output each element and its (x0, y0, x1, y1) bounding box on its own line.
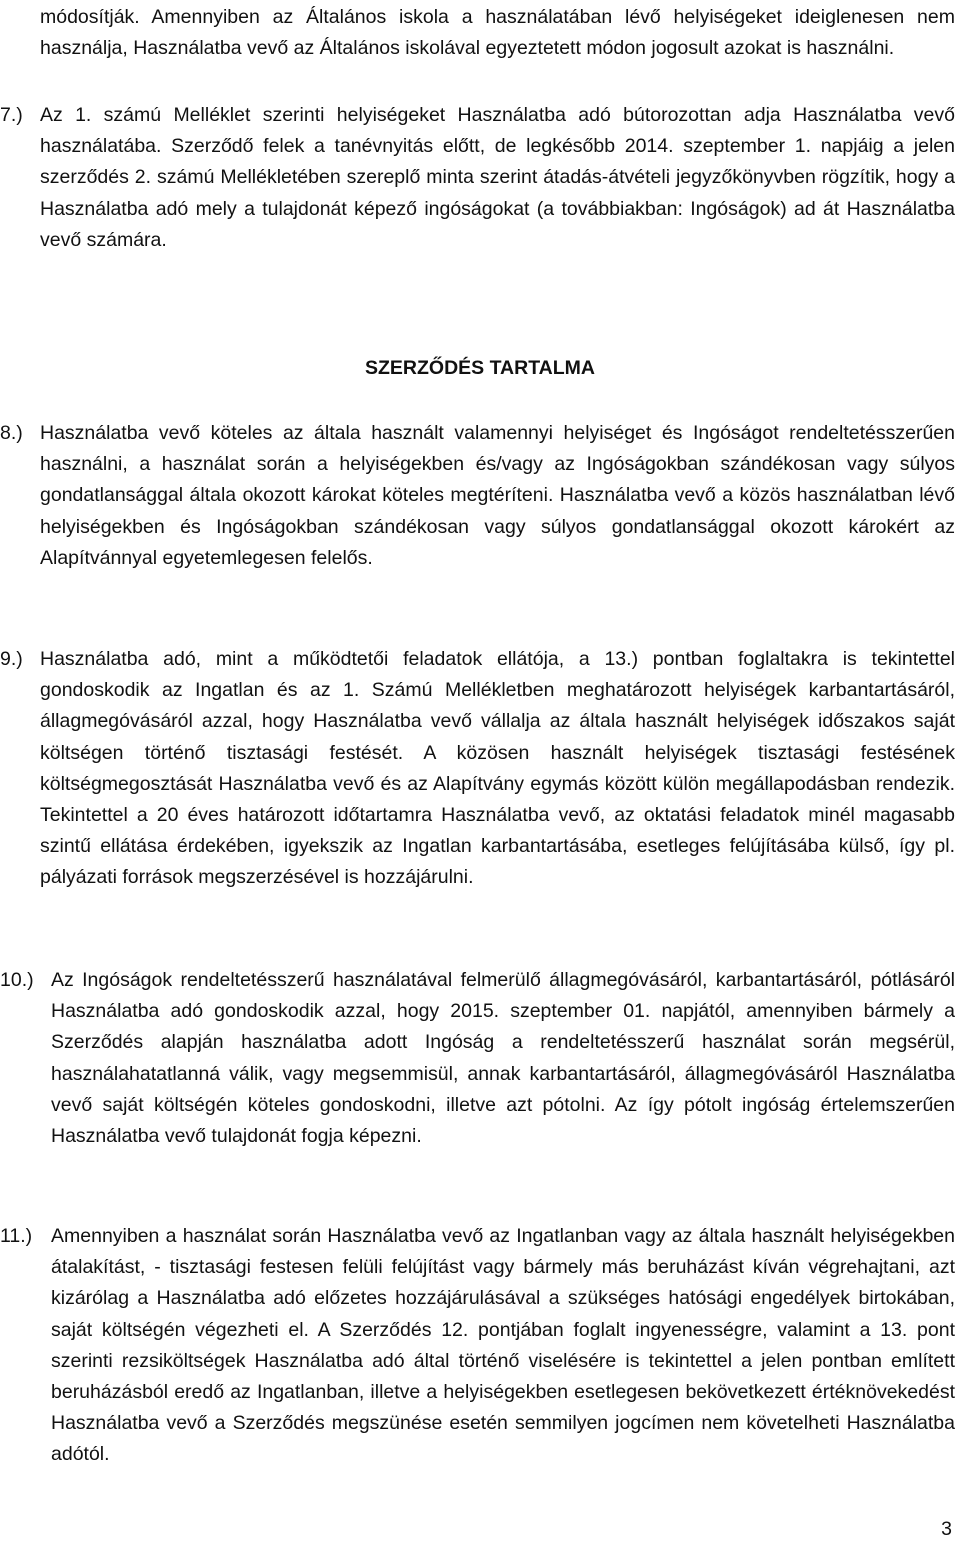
intro-paragraph: módosítják. Amennyiben az Általános iskola a használatában lévő helyiségeket ideiglenesen nem használja, Használatba vevő az Általános iskolával egyeztetett módon jogosult azokat is használni. (40, 6, 955, 60)
page-number: 3 (941, 1518, 952, 1540)
clause-text: Amennyiben a használat során Használatba vevő az Ingatlanban vagy az általa használt helyiségekben átalakítást, - tisztasági festesen felüli felújítást vagy bármely más beruházást kíván végrehajtani, azt kizárólag a Használatba adó előzetes hozzájárulásával a szükséges hatósági engedélyek birtokában, saját költségén végezheti el. A Szerződés 12. pontjában foglalt ingyenességre, valamint a 13. pont szerinti rezsiköltségek Használatba adó által történő viselésére is tekintettel a jelen pontban említett beruházásból eredő az Ingatlanban, illetve a helyiségekben esetlegesen bekövetkezett értéknövekedést Használatba vevő a Szerződés megszünése esetén semmilyen jogcímen nem követelheti Használatba adótól. (51, 1225, 955, 1466)
clause-text: Használatba adó, mint a működtetői feladatok ellátója, a 13.) pontban foglaltakra is tekintettel gondoskodik az Ingatlan és az 1. Számú Mellékletben meghatározott helyiségek karbantartásáról, állagmegóvásáról azzal, hogy Használatba vevő vállalja az általa használt helyiségek időszakos saját költségen történő tisztasági festését. A közösen használt helyiségek tisztasági festésének költségmegosztását Használatba vevő és az Alapítvány egymás között külön megállapodásban rendezik. Tekintettel a 20 éves határozott időtartamra Használatba vevő, az oktatási feladatok minél magasabb szintű ellátása érdekében, igyekszik az Ingatlan karbantartásába, esetleges felújításába külső, így pl. pályázati források megszerzésével is hozzájárulni. (40, 648, 955, 889)
clause-8 (0, 418, 955, 574)
clause-text: Az 1. számú Melléklet szerinti helyiségeket Használatba adó bútorozottan adja Használatba vevő használatába. Szerződő felek a tanévnyitás előtt, de legkésőbb 2014. szeptember 1. napjáig a jelen szerződés 2. számú Mellékletében szereplő minta szerint átadás-átvételi jegyzőkönyvben rögzítik, hogy a Használatba adó mely a tulajdonát képező ingóságokat (a továbbiakban: Ingóságok) ad át Használatba vevő számára. (40, 104, 955, 251)
clause-number: 7.) (0, 104, 23, 126)
clause-number: 9.) (0, 648, 23, 670)
clause-11 (0, 1221, 955, 1471)
clause-number: 11.) (0, 1225, 33, 1247)
clause-10 (0, 965, 955, 1152)
section-heading: SZERZŐDÉS TARTALMA (364, 357, 595, 379)
clause-number: 8.) (0, 422, 23, 444)
clause-text: Az Ingóságok rendeltetésszerű használatával felmerülő állagmegóvásáról, karbantartásáról, pótlásáról Használatba adó gondoskodik azzal, hogy 2015. szeptember 01. napjától, amennyiben bármely a Szerződés alapján használatba adott Ingóság a rendeltetésszerű használat során megsérül, használahatatlanná válik, vagy megsemmisül, annak karbantartásáról, állagmegóvásáról Használatba vevő saját költségén köteles gondoskodni, illetve azt pótolni. Az így pótolt ingóság értelemszerűen Használatba vevő tulajdonát fogja képezni. (51, 969, 955, 1148)
clause-9 (0, 644, 955, 894)
clause-7 (0, 100, 955, 256)
clause-text: Használatba vevő köteles az általa használt valamennyi helyiséget és Ingóságot rendeltetésszerűen használni, a használat során a helyiségekben és/vagy az Ingóságokban szándékosan vagy súlyos gondatlansággal általa okozott károkat köteles megtéríteni. Használatba vevő a közös használatban lévő helyiségekben és Ingóságokban szándékosan vagy súlyos gondatlansággal okozott károkért az Alapítvánnyal egyetemlegesen felelős. (40, 422, 955, 569)
clause-number: 10.) (0, 969, 34, 991)
